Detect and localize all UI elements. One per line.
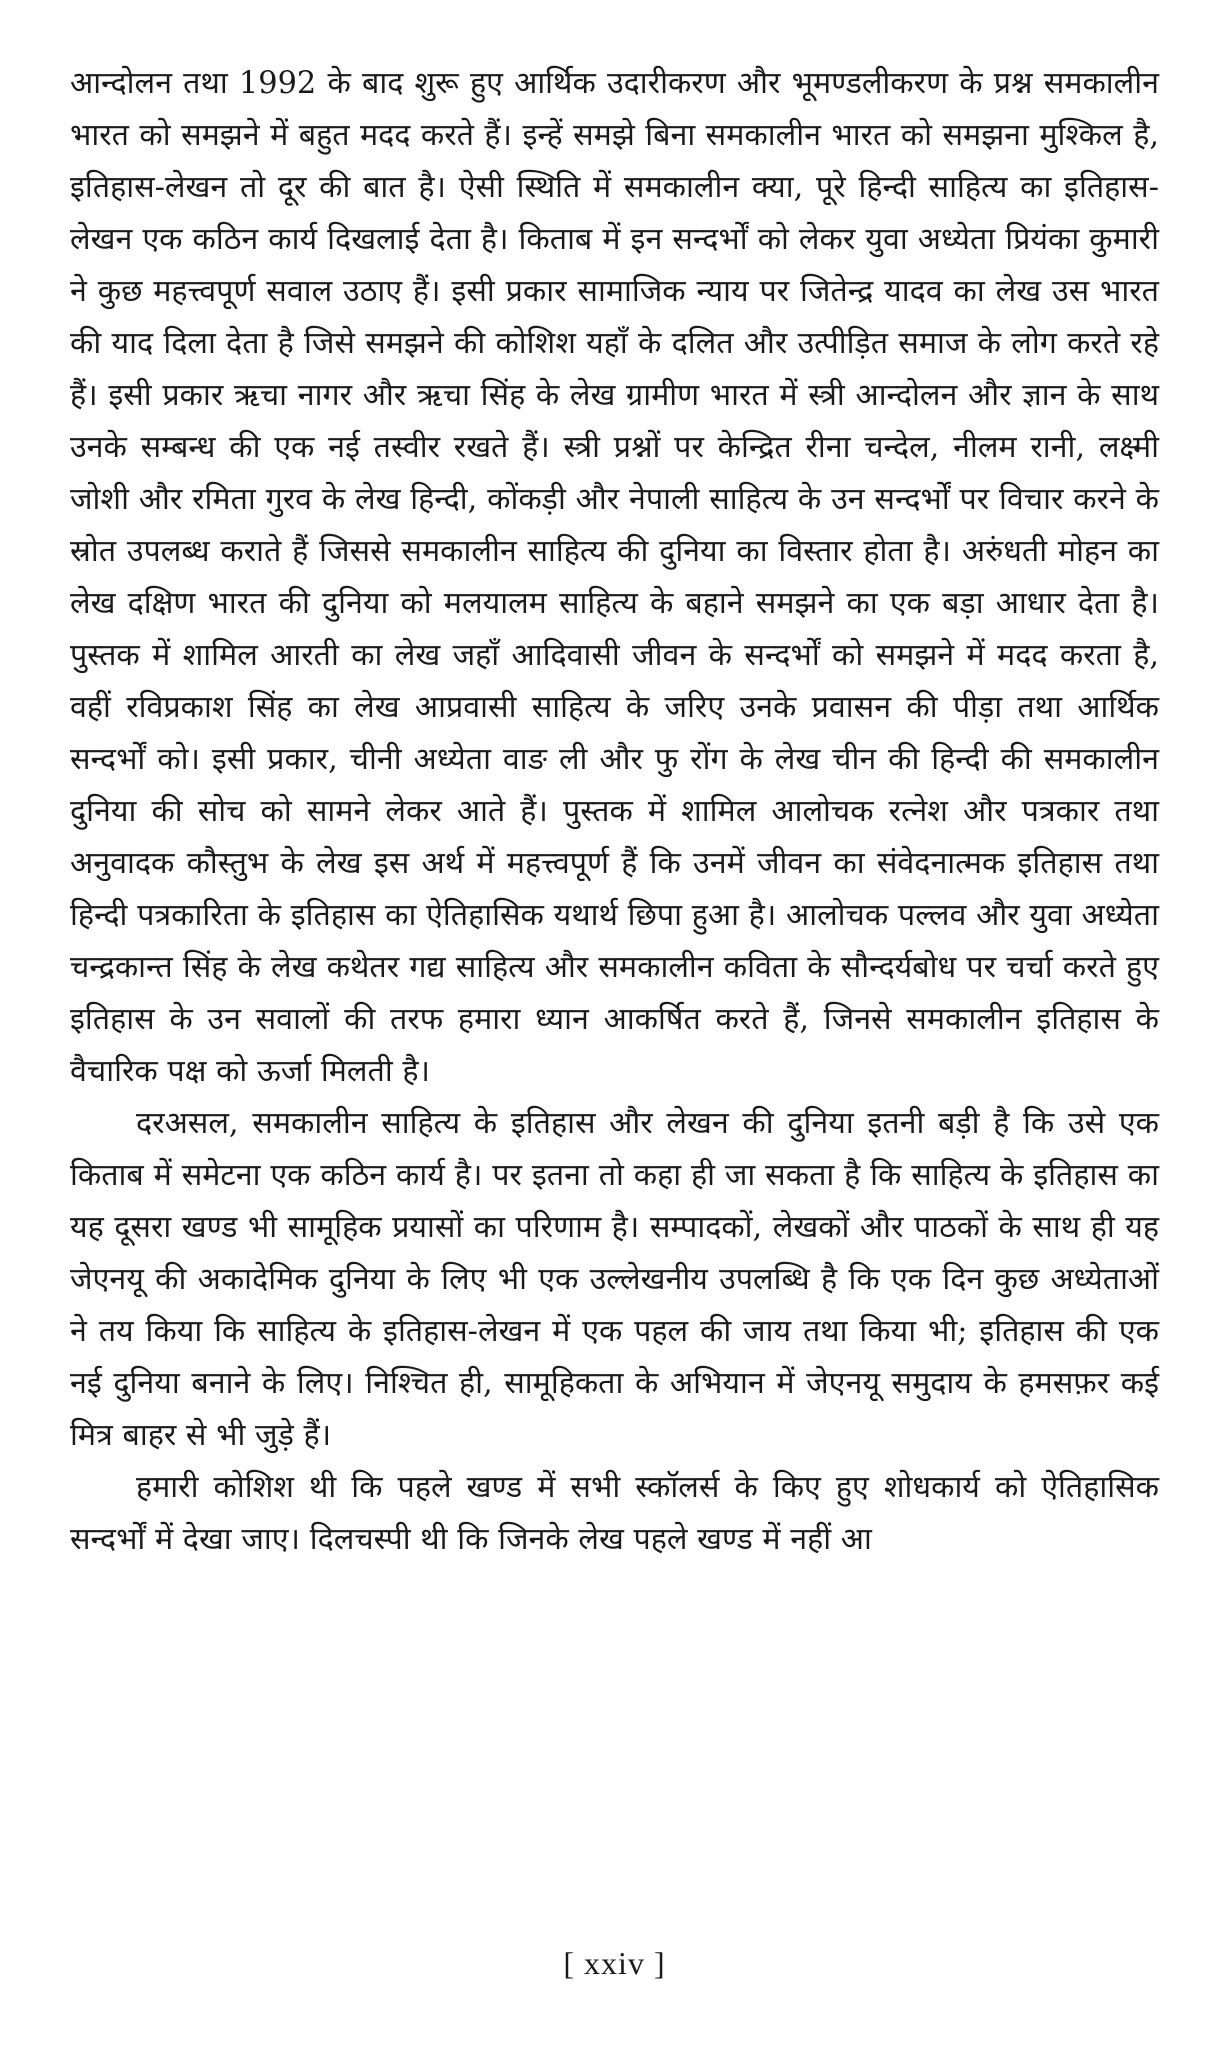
paragraph-3: हमारी कोशिश थी कि पहले खण्ड में सभी स्कॉलर्स के किए हुए शोधकार्य को ऐतिहासिक सन्दर्भों में देखा जाए। दिलचस्पी थी कि जिनके लेख पहले खण्ड में नहीं आ: [70, 1470, 1159, 1557]
page-number: [ xxiv ]: [563, 1945, 666, 1981]
body-text: [70, 58, 1159, 1566]
paragraph-1: आन्दोलन तथा 1992 के बाद शुरू हुए आर्थिक उदारीकरण और भूमण्डलीकरण के प्रश्न समकालीन भारत को समझने में बहुत मदद करते हैं। इन्हें समझे बिना समकालीन भारत को समझना मुश्किल है, इतिहास-लेखन तो दूर की बात है। ऐसी स्थिति में समकालीन क्या, पूरे हिन्दी साहित्य का इतिहास-लेखन एक कठिन कार्य दिखलाई देता है। किताब में इन सन्दर्भों को लेकर युवा अध्येता प्रियंका कुमारी ने कुछ महत्त्वपूर्ण सवाल उठाए हैं। इसी प्रकार सामाजिक न्याय पर जितेन्द्र यादव का लेख उस भारत की याद दिला देता है जिसे समझने की कोशिश यहाँ के दलित और उत्पीड़ित समाज के लोग करते रहे हैं। इसी प्रकार ऋचा नागर और ऋचा सिंह के लेख ग्रामीण भारत में स्त्री आन्दोलन और ज्ञान के साथ उनके सम्बन्ध की एक नई तस्वीर रखते हैं। स्त्री प्रश्नों पर केन्द्रित रीना चन्देल, नीलम रानी, लक्ष्मी जोशी और रमिता गुरव के लेख हिन्दी, कोंकड़ी और नेपाली साहित्य के उन सन्दर्भों पर विचार करने के स्रोत उपलब्ध कराते हैं जिससे समकालीन साहित्य की दुनिया का विस्तार होता है। अरुंधती मोहन का लेख दक्षिण भारत की दुनिया को मलयालम साहित्य के बहाने समझने का एक बड़ा आधार देता है। पुस्तक में शामिल आरती का लेख जहाँ आदिवासी जीवन के सन्दर्भों को समझने में मदद करता है, वहीं रविप्रकाश सिंह का लेख आप्रवासी साहित्य के जरिए उनके प्रवासन की पीड़ा तथा आर्थिक सन्दर्भों को। इसी प्रकार, चीनी अध्येता वाङ ली और फु रोंग के लेख चीन की हिन्दी की समकालीन दुनिया की सोच को सामने लेकर आते हैं। पुस्तक में शामिल आलोचक रत्नेश और पत्रकार तथा अनुवादक कौस्तुभ के लेख इस अर्थ में महत्त्वपूर्ण हैं कि उनमें जीवन का संवेदनात्मक इतिहास तथा हिन्दी पत्रकारिता के इतिहास का ऐतिहासिक यथार्थ छिपा हुआ है। आलोचक पल्लव और युवा अध्येता चन्द्रकान्त सिंह के लेख कथेतर गद्य साहित्य और समकालीन कविता के सौन्दर्यबोध पर चर्चा करते हुए इतिहास के उन सवालों की तरफ हमारा ध्यान आकर्षित करते हैं, जिनसे समकालीन इतिहास के वैचारिक पक्ष को ऊर्जा मिलती है।: [70, 66, 1159, 1089]
paragraph-2: दरअसल, समकालीन साहित्य के इतिहास और लेखन की दुनिया इतनी बड़ी है कि उसे एक किताब में समेटना एक कठिन कार्य है। पर इतना तो कहा ही जा सकता है कि साहित्य के इतिहास का यह दूसरा खण्ड भी सामूहिक प्रयासों का परिणाम है। सम्पादकों, लेखकों और पाठकों के साथ ही यह जेएनयू की अकादेमिक दुनिया के लिए भी एक उल्लेखनीय उपलब्धि है कि एक दिन कुछ अध्येताओं ने तय किया कि साहित्य के इतिहास-लेखन में एक पहल की जाय तथा किया भी; इतिहास की एक नई दुनिया बनाने के लिए। निश्चित ही, सामूहिकता के अभियान में जेएनयू समुदाय के हमसफ़र कई मित्र बाहर से भी जुड़े हैं।: [70, 1106, 1159, 1453]
page-content: [70, 58, 1159, 2048]
